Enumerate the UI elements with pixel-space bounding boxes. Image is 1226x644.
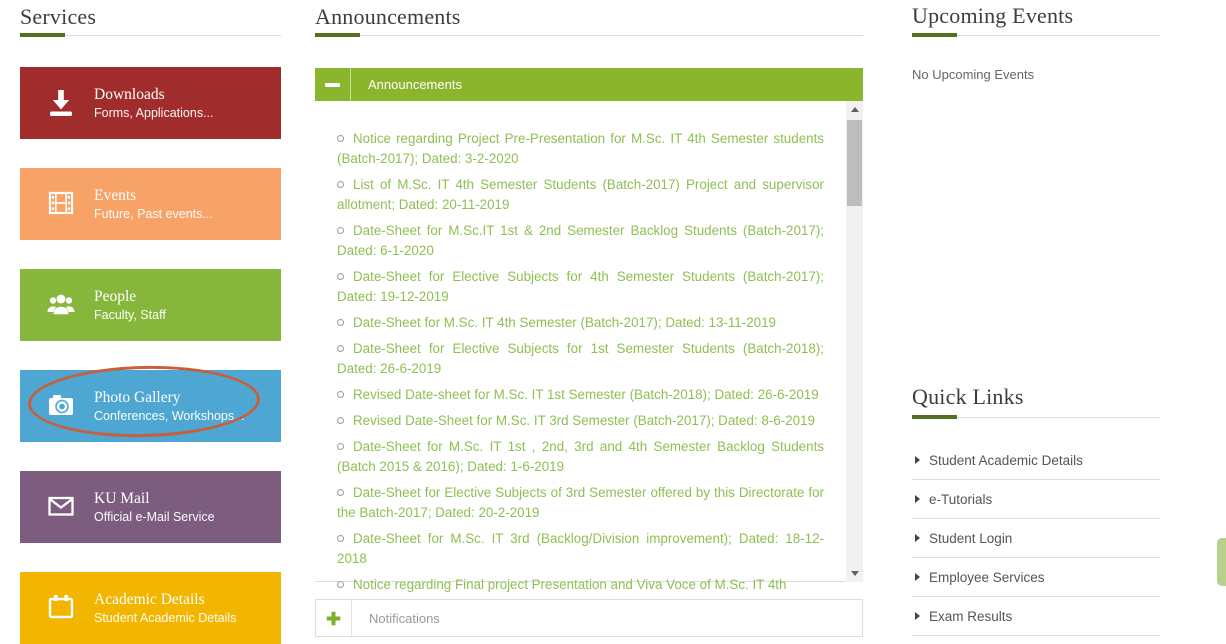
collapse-minus-icon[interactable]: [315, 83, 350, 87]
service-tile-ku-mail[interactable]: [20, 471, 281, 543]
quick-links-title: Quick Links: [912, 384, 1024, 409]
arrow-bullet-icon: [915, 456, 920, 464]
announcement-item[interactable]: Date-Sheet for Elective Subjects for 1st Semester Students (Batch-2018); Dated: 26-6-2019: [337, 341, 824, 376]
tile-title: Downloads: [94, 85, 165, 103]
announcement-item[interactable]: Date-Sheet for M.Sc. IT 4th Semester (Batch-2017); Dated: 13-11-2019: [337, 313, 824, 333]
arrow-bullet-icon: [915, 612, 920, 620]
service-tile-photo-gallery[interactable]: [20, 370, 281, 442]
services-title-rule: [20, 35, 281, 36]
circle-bullet-icon: [337, 417, 344, 424]
announcements-list: [315, 101, 863, 592]
circle-bullet-icon: [337, 581, 344, 588]
announcements-panel-header[interactable]: [315, 68, 863, 101]
notifications-divider: [351, 600, 352, 636]
announcements-title-rule: [315, 35, 863, 36]
scroll-up-arrow-icon[interactable]: [846, 101, 863, 118]
expand-plus-icon[interactable]: [316, 609, 351, 628]
circle-bullet-icon: [337, 135, 344, 142]
circle-bullet-icon: [337, 345, 344, 352]
announcements-title: Announcements: [315, 4, 461, 29]
circle-bullet-icon: [337, 489, 344, 496]
announcements-column: [315, 0, 863, 641]
upcoming-events-accent: [912, 33, 957, 37]
download-icon: [44, 86, 80, 120]
tile-subtitle: Future, Past events...: [94, 206, 213, 221]
announcement-item[interactable]: Date-Sheet for M.Sc. IT 1st , 2nd, 3rd and 4th Semester Backlog Students (Batch 2015 & 2016); Dated: 1-6-2019: [337, 439, 824, 474]
header-divider: [350, 68, 351, 101]
arrow-bullet-icon: [915, 573, 920, 581]
people-icon: [44, 288, 80, 322]
quick-links-rule: [912, 417, 1160, 418]
tile-title: People: [94, 287, 137, 305]
announcements-title-accent: [315, 33, 360, 37]
service-tile-people[interactable]: [20, 269, 281, 341]
tile-subtitle: Conferences, Workshops...: [94, 408, 245, 423]
announcement-item[interactable]: Notice regarding Final project Presentation and Viva Voce of M.Sc. IT 4th: [337, 575, 824, 595]
tile-title: Photo Gallery: [94, 388, 181, 406]
notifications-label: Notifications: [369, 610, 440, 626]
tile-subtitle: Forms, Applications...: [94, 105, 214, 120]
quick-link-employee-services[interactable]: Employee Services: [912, 558, 1160, 597]
arrow-bullet-icon: [915, 495, 920, 503]
announcements-panel-label: Announcements: [368, 77, 462, 92]
quick-link-e-tutorials[interactable]: e-Tutorials: [912, 480, 1160, 519]
circle-bullet-icon: [337, 535, 344, 542]
tile-subtitle: Official e-Mail Service: [94, 509, 215, 524]
tile-subtitle: Student Academic Details: [94, 610, 237, 625]
circle-bullet-icon: [337, 443, 344, 450]
circle-bullet-icon: [337, 391, 344, 398]
service-tile-events[interactable]: [20, 168, 281, 240]
announcement-item[interactable]: Date-Sheet for M.Sc. IT 3rd (Backlog/Division improvement); Dated: 18-12-2018: [337, 531, 824, 566]
scrollbar-thumb[interactable]: [847, 120, 862, 206]
envelope-icon: [44, 490, 80, 524]
tile-title: Events: [94, 186, 137, 204]
tile-title: Academic Details: [94, 590, 205, 608]
circle-bullet-icon: [337, 319, 344, 326]
announcement-item[interactable]: Notice regarding Project Pre-Presentation for M.Sc. IT 4th Semester students (Batch-2017); Dated: 3-2-2020: [337, 131, 824, 166]
announcement-item[interactable]: Date-Sheet for M.Sc.IT 1st & 2nd Semester Backlog Students (Batch-2017); Dated: 6-1-2020: [337, 223, 824, 258]
quick-link-exam-results[interactable]: Exam Results: [912, 597, 1160, 636]
notifications-panel-header[interactable]: [315, 599, 863, 637]
announcements-scrollbar[interactable]: [846, 101, 863, 582]
tile-title: KU Mail: [94, 489, 150, 507]
circle-bullet-icon: [337, 227, 344, 234]
circle-bullet-icon: [337, 181, 344, 188]
services-column: [20, 0, 281, 641]
service-tile-downloads[interactable]: [20, 67, 281, 139]
arrow-bullet-icon: [915, 534, 920, 542]
camera-icon: [44, 389, 80, 423]
edge-widget-handle[interactable]: [1217, 538, 1226, 586]
announcement-item[interactable]: List of M.Sc. IT 4th Semester Students (Batch-2017) Project and supervisor allotment; Dated: 20-11-2019: [337, 177, 824, 212]
circle-bullet-icon: [337, 273, 344, 280]
right-column: [912, 0, 1160, 641]
announcement-item[interactable]: Date-Sheet for Elective Subjects of 3rd Semester offered by this Directorate for the Batch-2017; Dated: 20-2-2019: [337, 485, 824, 520]
tile-subtitle: Faculty, Staff: [94, 307, 166, 322]
quick-link-student-login[interactable]: Student Login: [912, 519, 1160, 558]
calendar-icon: [44, 591, 80, 625]
services-title: Services: [20, 4, 97, 29]
service-tile-academic-details[interactable]: [20, 572, 281, 644]
quick-link-student-academic-details[interactable]: Student Academic Details: [912, 441, 1160, 480]
film-icon: [44, 187, 80, 221]
scroll-down-arrow-icon[interactable]: [846, 565, 863, 582]
announcement-item[interactable]: Revised Date-Sheet for M.Sc. IT 3rd Semester (Batch-2017); Dated: 8-6-2019: [337, 411, 824, 431]
announcement-item[interactable]: Date-Sheet for Elective Subjects for 4th Semester Students (Batch-2017); Dated: 19-12-2019: [337, 269, 824, 304]
announcement-item[interactable]: Revised Date-sheet for M.Sc. IT 1st Semester (Batch-2018); Dated: 26-6-2019: [337, 385, 824, 405]
services-title-accent: [20, 33, 65, 37]
quick-links-list: [912, 441, 1160, 636]
quick-links-accent: [912, 415, 957, 419]
no-upcoming-events-message: No Upcoming Events: [912, 67, 1035, 82]
upcoming-events-rule: [912, 35, 1160, 36]
upcoming-events-title: Upcoming Events: [912, 3, 1074, 28]
